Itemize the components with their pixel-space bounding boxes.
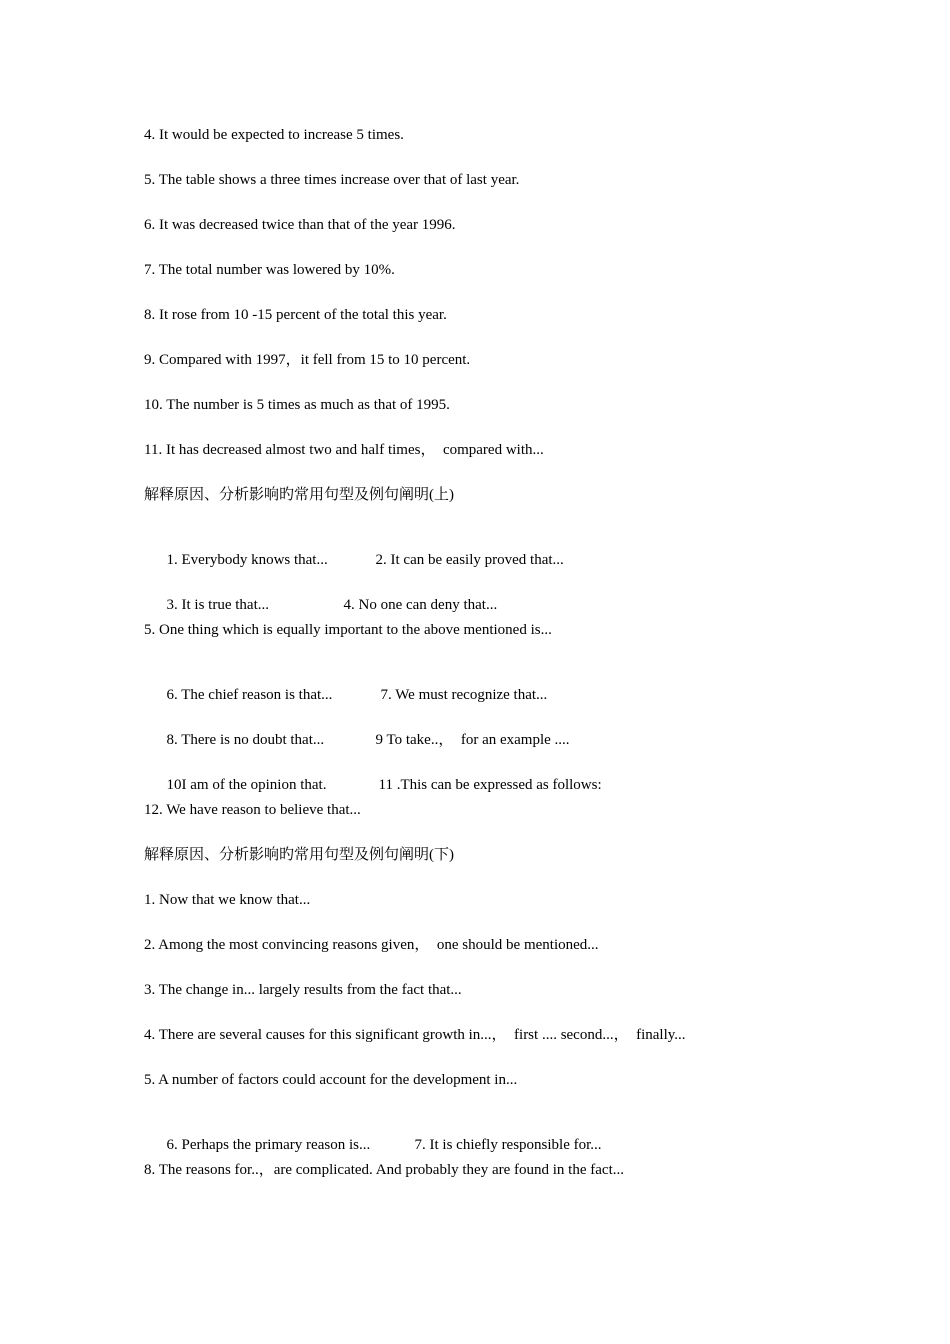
phrase: 10I am of the opinion that. (166, 777, 327, 793)
phrase: 9 To take..， for an example .... (375, 732, 570, 748)
text-line-pair (144, 1115, 864, 1153)
text-line: 12. We have reason to believe that... (144, 802, 361, 818)
text-line-pair (144, 530, 864, 568)
text-line: 5. One thing which is equally important to the above mentioned is... (144, 622, 552, 638)
text-line: 9. Compared with 1997，it fell from 15 to 10 percent. (144, 352, 471, 368)
text-line: 1. Now that we know that... (144, 892, 311, 908)
text-line-pair (144, 710, 864, 748)
section-heading-upper: 解释原因、分析影响旳常用句型及例句阐明(上) (144, 487, 454, 503)
phrase: 4. No one can deny that... (343, 597, 498, 613)
text-line: 2. Among the most convincing reasons given， one should be mentioned... (144, 937, 599, 953)
document-body (144, 125, 864, 1205)
phrase: 3. It is true that... (166, 597, 269, 613)
text-line: 11. It has decreased almost two and half times， compared with... (144, 442, 544, 458)
text-line: 8. The reasons for..，are complicated. And probably they are found in the fact... (144, 1162, 624, 1178)
phrase: 6. Perhaps the primary reason is... (166, 1137, 371, 1153)
text-line: 7. The total number was lowered by 10%. (144, 262, 395, 278)
text-line: 5. The table shows a three times increase over that of last year. (144, 172, 520, 188)
phrase: 8. There is no doubt that... (166, 732, 325, 748)
phrase: 1. Everybody knows that... (166, 552, 328, 568)
phrase: 2. It can be easily proved that... (375, 552, 564, 568)
text-line: 5. A number of factors could account for the development in... (144, 1072, 518, 1088)
phrase: 7. It is chiefly responsible for... (414, 1137, 602, 1153)
section-heading-lower: 解释原因、分析影响旳常用句型及例句阐明(下) (144, 847, 454, 863)
phrase: 6. The chief reason is that... (166, 687, 333, 703)
phrase: 11 .This can be expressed as follows: (378, 777, 602, 793)
text-line: 10. The number is 5 times as much as that of 1995. (144, 397, 450, 413)
text-line: 4. It would be expected to increase 5 times. (144, 127, 404, 143)
phrase: 7. We must recognize that... (380, 687, 548, 703)
text-line-pair (144, 665, 864, 703)
text-line: 4. There are several causes for this significant growth in...， first .... second...， finally... (144, 1027, 686, 1043)
text-line: 6. It was decreased twice than that of the year 1996. (144, 217, 456, 233)
text-line-pair (144, 755, 864, 793)
text-line: 8. It rose from 10 -15 percent of the total this year. (144, 307, 447, 323)
text-line: 3. The change in... largely results from the fact that... (144, 982, 462, 998)
text-line-pair (144, 575, 864, 613)
